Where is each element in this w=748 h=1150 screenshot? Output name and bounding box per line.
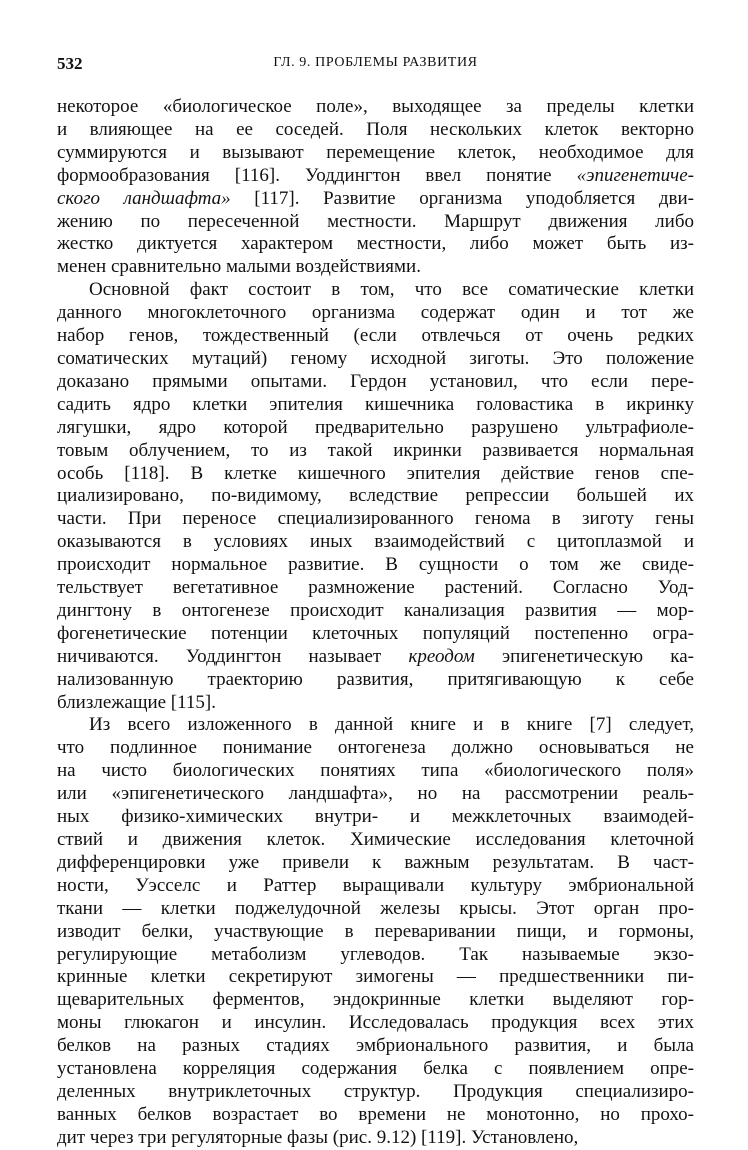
text-line: оказываются в условиях иных взаимодействий с цитоплазмой и	[57, 531, 694, 553]
text-line: формообразования [116]. Уоддингтон ввел понятие «эпигенетиче-	[57, 164, 694, 186]
text-line: данного многоклеточного организма содержат один и тот же	[57, 302, 694, 324]
running-head	[57, 54, 694, 82]
text-line: щеварительных ферментов, эндокринные клетки выделяют гор-	[57, 989, 694, 1011]
text-line: садить ядро клетки эпителия кишечника головастика в икринку	[57, 393, 694, 415]
text-line: кринные клетки секретируют зимогены — предшественники пи-	[57, 966, 694, 988]
text-line: белков на разных стадиях эмбрионального развития, и была	[57, 1035, 694, 1057]
italic-term: ского ландшафта»	[57, 187, 231, 209]
text-line: набор генов, тождественный (если отвлечься от очень редких	[57, 325, 694, 347]
text-line: дит через три регуляторные фазы (рис. 9.12) [119]. Установлено,	[57, 1126, 579, 1148]
book-page	[57, 54, 694, 1150]
text-line: Из всего изложенного в данной книге и в книге [7] следует,	[89, 714, 694, 736]
text-line: тельствует вегетативное размножение растений. Согласно Уод-	[57, 577, 694, 599]
text-line: ванных белков возрастает во времени не монотонно, но прохо-	[57, 1103, 694, 1125]
text-line: доказано прямыми опытами. Гердон установил, что если пере-	[57, 370, 694, 392]
paragraph-2	[57, 279, 694, 714]
text-line: ничиваются. Уоддингтон называет креодом эпигенетическую ка-	[57, 645, 695, 667]
text-line: суммируются и вызывают перемещение клеток, необходимое для	[57, 141, 694, 163]
text-line: фогенетические потенции клеточных популяций постепенно огра-	[57, 622, 694, 644]
text-line: моны глюкагон и инсулин. Исследовалась продукция всех этих	[57, 1012, 694, 1034]
text-line: и влияющее на ее соседей. Поля нескольких клеток векторно	[57, 118, 694, 140]
text-line: происходит нормальное развитие. В сущности о том же свиде-	[57, 554, 694, 576]
text-line: жению по пересеченной местности. Маршрут движения либо	[57, 210, 694, 232]
text-line: части. При переносе специализированного генома в зиготу гены	[57, 508, 694, 530]
text-line: некоторое «биологическое поле», выходящее за пределы клетки	[57, 96, 694, 117]
text-line: близлежащие [115].	[57, 691, 217, 713]
italic-term: креодом	[408, 645, 475, 667]
page-number: 532	[57, 54, 83, 73]
text-line: регулирующие метаболизм углеводов. Так называемые экзо-	[57, 943, 694, 965]
text-line: деленных внутриклеточных структур. Продукция специализиро-	[57, 1080, 694, 1102]
paragraph-3	[57, 714, 694, 1149]
chapter-title: ГЛ. 9. ПРОБЛЕМЫ РАЗВИТИЯ	[273, 55, 478, 70]
text-line: Основной факт состоит в том, что все соматические клетки	[89, 279, 694, 301]
text-line: ткани — клетки поджелудочной железы крысы. Этот орган про-	[57, 897, 694, 919]
text-line: соматических мутаций) геному исходной зиготы. Это положение	[57, 347, 694, 369]
text-line: ского ландшафта» [117]. Развитие организма уподобляется дви-	[57, 187, 694, 209]
text-line: ности, Уэсселс и Раттер выращивали культуру эмбриональной	[57, 874, 694, 896]
text-line: дингтону в онтогенезе происходит канализация развития — мор-	[57, 599, 694, 621]
text-line: на чисто биологических понятиях типа «биологического поля»	[57, 760, 694, 782]
text-line: лягушки, ядро которой предварительно разрушено ультрафиоле-	[57, 416, 694, 438]
text-line: ствий и движения клеток. Химические исследования клеточной	[57, 829, 694, 850]
italic-term: «эпигенетиче-	[576, 164, 694, 186]
text-line: особь [118]. В клетке кишечного эпителия действие генов спе-	[57, 462, 694, 484]
text-line: изводит белки, участвующие в переваривании пищи, и гормоны,	[57, 920, 694, 942]
text-line: циализировано, по-видимому, вследствие репрессии большей их	[57, 485, 694, 507]
text-line: товым облучением, то из такой икринки развивается нормальная	[57, 439, 694, 461]
body-text	[57, 96, 694, 1150]
text-line: или «эпигенетического ландшафта», но на рассмотрении реаль-	[57, 783, 694, 805]
text-line: ных физико-химических внутри- и межклеточных взаимодей-	[57, 806, 694, 828]
text-line: жестко диктуется характером местности, либо может быть из-	[57, 233, 694, 255]
text-line: нализованную траекторию развития, притягивающую к себе	[57, 668, 694, 690]
text-line: установлена корреляция содержания белка с появлением опре-	[57, 1058, 694, 1080]
text-line: менен сравнительно малыми воздействиями.	[57, 256, 421, 278]
text-line: дифференцировки уже привели к важным результатам. В част-	[57, 851, 694, 873]
paragraph-1	[57, 96, 694, 279]
text-line: что подлинное понимание онтогенеза должно основываться не	[57, 737, 694, 759]
